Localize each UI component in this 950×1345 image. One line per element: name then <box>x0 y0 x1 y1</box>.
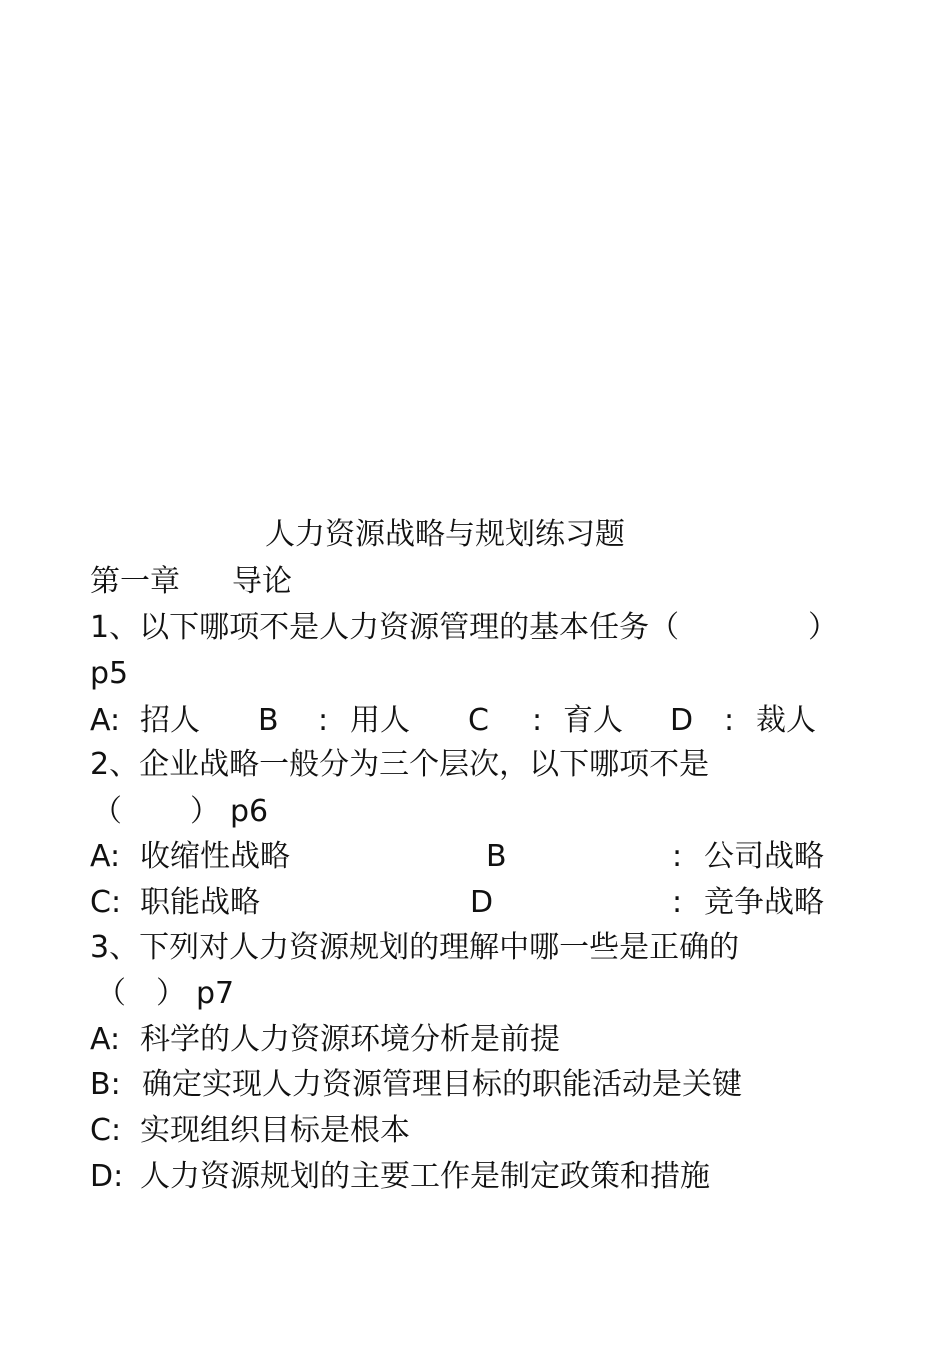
question-2-text: 2、企业战略一般分为三个层次，以下哪项不是 <box>90 747 710 782</box>
document-title: 人力资源战略与规划练习题 <box>265 517 625 552</box>
q1-option-c-text: 育人 <box>563 703 623 738</box>
q2-option-d-text: 竞争战略 <box>704 885 824 920</box>
q2-option-d-label: D <box>470 885 494 920</box>
q1-option-d-label: D <box>670 703 694 738</box>
q1-option-b-sep: : <box>318 703 329 738</box>
q2-option-d-sep: : <box>672 885 683 920</box>
q3-option-a-label: A: <box>90 1022 121 1057</box>
q2-option-b-text: 公司战略 <box>704 839 824 874</box>
question-1-text: 1、以下哪项不是人力资源管理的基本任务（ <box>90 610 680 645</box>
q2-option-c-label: C: <box>90 885 122 920</box>
q1-option-d-sep: : <box>724 703 735 738</box>
q2-option-a-label: A: <box>90 839 121 874</box>
question-2-page-ref: p6 <box>230 794 269 829</box>
q1-option-b-label: B <box>258 703 279 738</box>
chapter-label: 第一章 <box>90 564 180 599</box>
q3-option-d-label: D: <box>90 1159 124 1194</box>
q2-option-b-label: B <box>486 839 507 874</box>
question-3-page-ref: p7 <box>196 976 235 1011</box>
q1-option-c-label: C <box>468 703 489 738</box>
q1-option-a-label: A: <box>90 703 121 738</box>
question-1-close-paren: ） <box>808 610 838 645</box>
q2-option-c-text: 职能战略 <box>140 885 260 920</box>
question-2-open-paren: （ <box>92 794 122 829</box>
q1-option-d-text: 裁人 <box>756 703 816 738</box>
question-3-text: 3、下列对人力资源规划的理解中哪一些是正确的 <box>90 930 740 965</box>
q2-option-b-sep: : <box>672 839 683 874</box>
q1-option-b-text: 用人 <box>350 703 410 738</box>
q3-option-c-label: C: <box>90 1113 122 1148</box>
q1-option-a-text: 招人 <box>140 703 200 738</box>
question-1-page-ref: p5 <box>90 656 129 691</box>
q3-option-b-label: B: <box>90 1067 121 1102</box>
question-2-close-paren: ） <box>190 794 220 829</box>
question-3-close-paren: ） <box>156 976 186 1011</box>
q3-option-b-text: 确定实现人力资源管理目标的职能活动是关键 <box>142 1067 742 1102</box>
chapter-name: 导论 <box>232 564 292 599</box>
question-3-open-paren: （ <box>96 976 126 1011</box>
q3-option-a-text: 科学的人力资源环境分析是前提 <box>140 1022 560 1057</box>
q2-option-a-text: 收缩性战略 <box>140 839 290 874</box>
q3-option-d-text: 人力资源规划的主要工作是制定政策和措施 <box>140 1159 710 1194</box>
q3-option-c-text: 实现组织目标是根本 <box>140 1113 410 1148</box>
q1-option-c-sep: : <box>532 703 543 738</box>
